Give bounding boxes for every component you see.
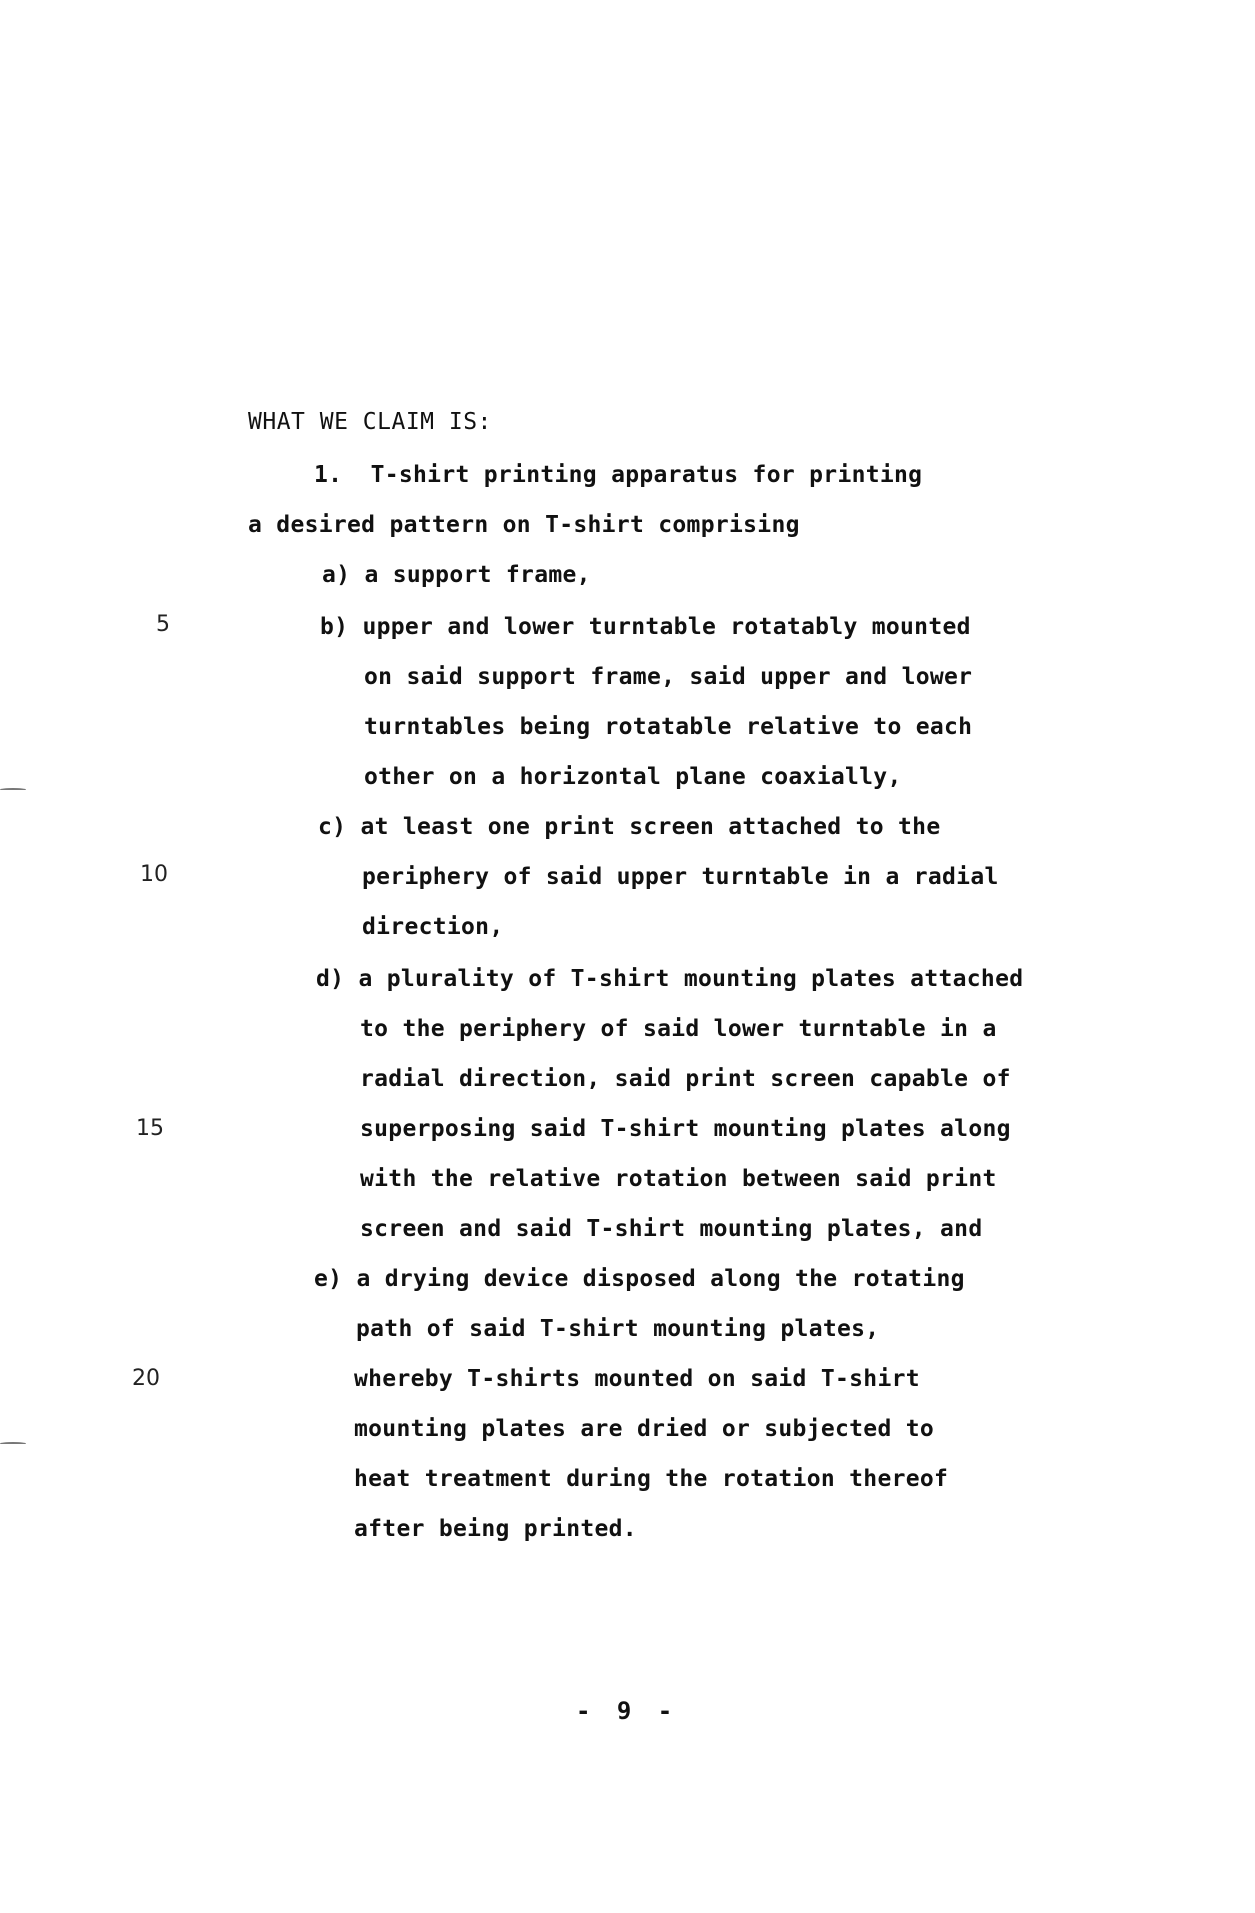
claim-line: with the relative rotation between said print: [360, 1166, 997, 1192]
claim-line: c) at least one print screen attached to the: [318, 814, 941, 840]
claim-line: to the periphery of said lower turntable in a: [360, 1016, 997, 1042]
claim-line: 1. T-shirt printing apparatus for printing: [314, 462, 923, 488]
claim-line: e) a drying device disposed along the rotating: [314, 1266, 965, 1292]
margin-line-number: 15: [136, 1116, 164, 1141]
claim-line: after being printed.: [354, 1516, 637, 1542]
claim-line: whereby T-shirts mounted on said T-shirt: [354, 1366, 920, 1392]
margin-line-number: 10: [140, 862, 168, 887]
margin-line-number: 20: [132, 1366, 160, 1391]
page-number: - 9 -: [576, 1697, 679, 1725]
claim-line: mounting plates are dried or subjected to: [354, 1416, 935, 1442]
margin-scan-mark: [0, 788, 26, 791]
claim-line: b) upper and lower turntable rotatably mounted: [320, 614, 971, 640]
margin-scan-mark: [0, 1442, 26, 1445]
claim-line: screen and said T-shirt mounting plates, and: [360, 1216, 983, 1242]
margin-line-number: 5: [156, 612, 170, 637]
claim-line: periphery of said upper turntable in a radial: [362, 864, 999, 890]
claim-line: d) a plurality of T-shirt mounting plates attached: [316, 966, 1024, 992]
claim-line: a) a support frame,: [322, 562, 591, 588]
claim-line: radial direction, said print screen capable of: [360, 1066, 1011, 1092]
claim-line: heat treatment during the rotation thereof: [354, 1466, 949, 1492]
claim-line: superposing said T-shirt mounting plates along: [360, 1116, 1011, 1142]
claim-line: other on a horizontal plane coaxially,: [364, 764, 902, 790]
claim-line: on said support frame, said upper and lower: [364, 664, 973, 690]
claim-line: path of said T-shirt mounting plates,: [356, 1316, 880, 1342]
claim-line: direction,: [362, 914, 504, 940]
claim-line: turntables being rotatable relative to each: [364, 714, 973, 740]
claim-line: a desired pattern on T-shirt comprising: [248, 512, 800, 538]
claims-heading: WHAT WE CLAIM IS:: [248, 409, 492, 435]
